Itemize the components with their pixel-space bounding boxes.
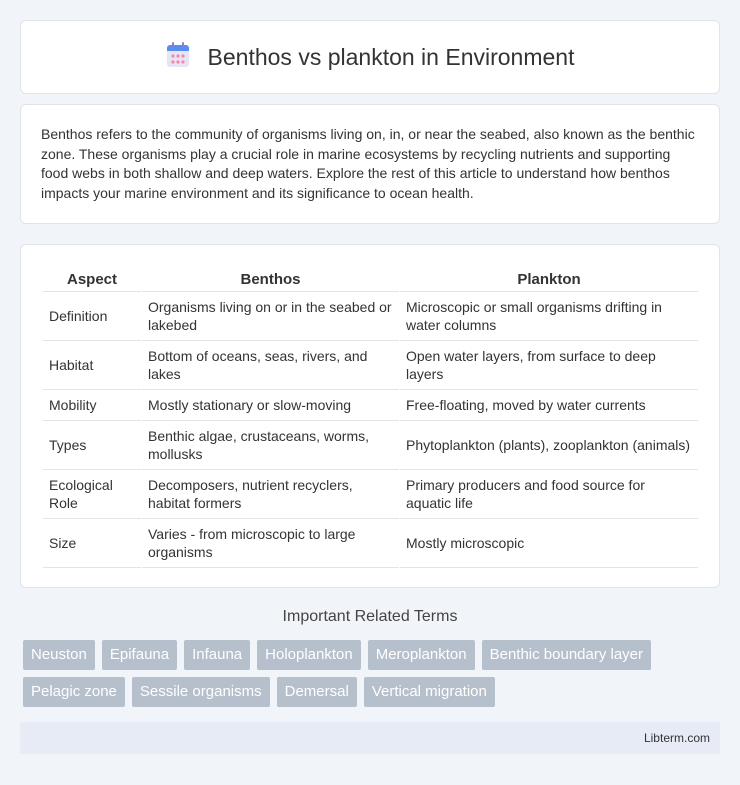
cell-aspect: Mobility xyxy=(43,390,141,421)
comparison-table-card xyxy=(20,244,720,588)
tag-meroplankton[interactable]: Meroplankton xyxy=(368,640,475,670)
related-terms-tags xyxy=(23,640,723,707)
cell-plankton: Microscopic or small organisms drifting in water columns xyxy=(400,292,698,341)
header-aspect: Aspect xyxy=(43,265,141,292)
cell-plankton: Primary producers and food source for aquatic life xyxy=(400,470,698,519)
table-row xyxy=(43,421,698,470)
cell-aspect: Size xyxy=(43,519,141,568)
tag-epifauna[interactable]: Epifauna xyxy=(102,640,177,670)
cell-benthos: Varies - from microscopic to large organisms xyxy=(142,519,399,568)
page-title: Benthos vs plankton in Environment xyxy=(207,43,575,70)
tag-pelagic-zone[interactable]: Pelagic zone xyxy=(23,677,125,707)
calendar-grid-icon xyxy=(166,42,190,73)
intro-card xyxy=(20,104,720,224)
table-row xyxy=(43,390,698,421)
cell-aspect: Types xyxy=(43,421,141,470)
table-row xyxy=(43,292,698,341)
cell-benthos: Bottom of oceans, seas, rivers, and lakes xyxy=(142,341,399,390)
tag-vertical-migration[interactable]: Vertical migration xyxy=(364,677,495,707)
tag-benthic-boundary-layer[interactable]: Benthic boundary layer xyxy=(482,640,651,670)
comparison-table xyxy=(42,265,699,568)
cell-aspect: Habitat xyxy=(43,341,141,390)
table-row xyxy=(43,341,698,390)
table-header-row xyxy=(43,265,698,292)
header-plankton: Plankton xyxy=(400,265,698,292)
footer-site-link[interactable]: Libterm.com xyxy=(643,731,710,745)
cell-plankton: Phytoplankton (plants), zooplankton (animals) xyxy=(400,421,698,470)
footer xyxy=(20,722,720,754)
table-row xyxy=(43,519,698,568)
cell-plankton: Free-floating, moved by water currents xyxy=(400,390,698,421)
title-wrap xyxy=(166,42,575,73)
cell-aspect: Definition xyxy=(43,292,141,341)
cell-benthos: Organisms living on or in the seabed or lakebed xyxy=(142,292,399,341)
cell-plankton: Open water layers, from surface to deep layers xyxy=(400,341,698,390)
cell-plankton: Mostly microscopic xyxy=(400,519,698,568)
tag-holoplankton[interactable]: Holoplankton xyxy=(257,640,361,670)
tag-sessile-organisms[interactable]: Sessile organisms xyxy=(132,677,270,707)
table-row xyxy=(43,470,698,519)
header-benthos: Benthos xyxy=(142,265,399,292)
related-terms-title: Important Related Terms xyxy=(282,608,458,625)
tag-neuston[interactable]: Neuston xyxy=(23,640,95,670)
cell-benthos: Decomposers, nutrient recyclers, habitat formers xyxy=(142,470,399,519)
cell-aspect: Ecological Role xyxy=(43,470,141,519)
intro-paragraph: Benthos refers to the community of organisms living on, in, or near the seabed, also known as the benthic zone. These organisms play a crucial role in marine ecosystems by recycling nutrients and supporting food webs in both shallow and deep waters. Explore the rest of this article to understand how benthos impacts your marine environment and its significance to ocean health. xyxy=(41,126,695,201)
header-card xyxy=(20,20,720,94)
tag-demersal[interactable]: Demersal xyxy=(277,677,357,707)
cell-benthos: Mostly stationary or slow-moving xyxy=(142,390,399,421)
cell-benthos: Benthic algae, crustaceans, worms, mollusks xyxy=(142,421,399,470)
tag-infauna[interactable]: Infauna xyxy=(184,640,250,670)
